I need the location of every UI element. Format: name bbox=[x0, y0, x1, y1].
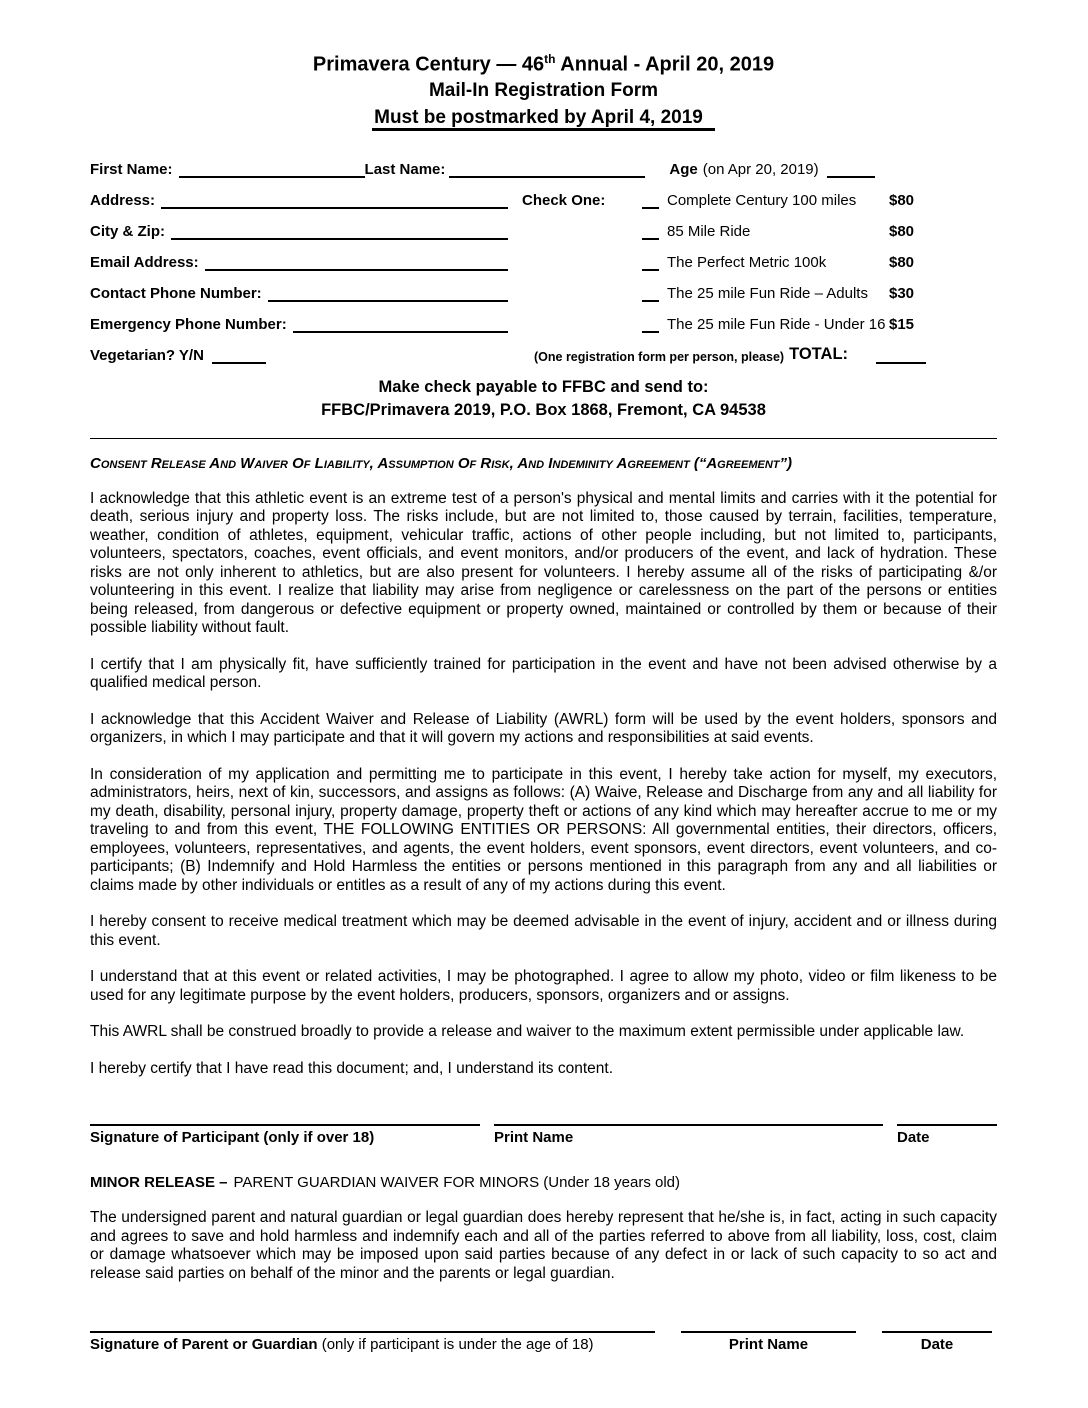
option-price: $80 bbox=[889, 222, 915, 240]
guardian-signature-label bbox=[90, 1333, 655, 1353]
form-header bbox=[90, 46, 997, 131]
option-label: Complete Century 100 miles bbox=[667, 191, 857, 209]
first-name-field[interactable] bbox=[179, 159, 365, 178]
option-label: The 25 mile Fun Ride - Under 16 bbox=[667, 315, 886, 333]
waiver-paragraph: In consideration of my application and permitting me to participate in this event, I hereby take action for myself, my executors, administrators, heirs, next of kin, successors, and assigns as follows: (A) Waive, Release and Discharge from any and all liability for my death, disability, personal injury, property damage, property theft or actions of any kind which may hereafter accrue to me or my traveling to and from this event, THE FOLLOWING ENTITIES OR PERSONS: All governmental entities, their directors, officers, employees, volunteers, representatives, and agents, the event holders, event sponsors, event directors, event volunteers, and co-participants; (B) Indemnify and Hold Harmless the entities or persons mentioned in this paragraph from any and all liabilities or claims made by other individuals or entitles as a result of any of my actions during this event. bbox=[90, 765, 997, 894]
email-field[interactable] bbox=[205, 252, 508, 271]
emergency-phone-option-row bbox=[90, 314, 926, 333]
option-price: $80 bbox=[889, 253, 915, 271]
guardian-date-label: Date bbox=[920, 1336, 954, 1354]
email-option-row bbox=[90, 252, 926, 271]
minor-release-heading bbox=[90, 1174, 997, 1191]
waiver-paragraph: I understand that at this event or related activities, I may be photographed. I agree to allow my photo, video or film likeness to be used for any legitimate purpose by the event holders, producers, sponsors, organizers and or assigns. bbox=[90, 968, 997, 1004]
option-price: $30 bbox=[889, 284, 915, 302]
age-field[interactable] bbox=[827, 159, 875, 178]
section-divider bbox=[90, 438, 997, 439]
page-title-text: Primavera Century — 46 bbox=[312, 53, 545, 76]
option-label: 85 Mile Ride bbox=[667, 222, 751, 240]
total-field[interactable] bbox=[876, 345, 926, 364]
city-zip-label: City & Zip: bbox=[90, 222, 165, 240]
last-name-field[interactable] bbox=[449, 159, 645, 178]
participant-signature-note: (only if over 18) bbox=[263, 1129, 375, 1147]
email-label: Email Address: bbox=[90, 253, 199, 271]
ride-option bbox=[642, 252, 926, 271]
city-option-row bbox=[90, 221, 926, 240]
option-checkbox[interactable] bbox=[642, 190, 659, 209]
waiver-paragraph: I hereby certify that I have read this document; and, I understand its content. bbox=[90, 1059, 613, 1077]
contact-phone-label: Contact Phone Number: bbox=[90, 284, 262, 302]
payment-instructions bbox=[90, 376, 997, 422]
emergency-phone-label: Emergency Phone Number: bbox=[90, 315, 287, 333]
per-person-note: (One registration form per person, please) bbox=[534, 349, 785, 364]
contact-phone-option-row bbox=[90, 283, 926, 302]
option-price: $80 bbox=[889, 191, 915, 209]
address-label: Address: bbox=[90, 191, 156, 209]
address-option-row bbox=[90, 190, 926, 209]
guardian-signature-label-text: Signature of Parent or Guardian bbox=[90, 1336, 318, 1354]
waiver-paragraph: I acknowledge that this Accident Waiver and Release of Liability (AWRL) form will be used by the event holders, sponsors and organizers, in which I may participate and that it will govern my actions and responsibilities at said events. bbox=[90, 710, 997, 747]
waiver-paragraph: I certify that I am physically fit, have sufficiently trained for participation in the event and have not been advised otherwise by a qualified medical person. bbox=[90, 655, 997, 692]
registration-fields bbox=[90, 159, 997, 364]
participant-date-label: Date bbox=[897, 1129, 930, 1147]
emergency-phone-field[interactable] bbox=[293, 314, 508, 333]
guardian-signature-note: (only if participant is under the age of 18) bbox=[321, 1336, 594, 1354]
guardian-print-name-label: Print Name bbox=[728, 1336, 809, 1354]
waiver-paragraph: I hereby consent to receive medical treatment which may be deemed advisable in the event of injury, accident and or illness during this event. bbox=[90, 913, 997, 949]
ride-option bbox=[642, 314, 926, 333]
page-title bbox=[90, 46, 997, 78]
first-name-label: First Name: bbox=[90, 160, 173, 178]
ride-option bbox=[642, 283, 926, 302]
participant-print-name-label: Print Name bbox=[494, 1129, 574, 1147]
last-name-label: Last Name: bbox=[364, 160, 446, 178]
ride-option bbox=[642, 190, 926, 209]
waiver-title: Consent Release And Waiver Of Liability, Assumption Of Risk, And Indeminity Agreement (“Agreement”) bbox=[90, 454, 793, 472]
age-note: (on Apr 20, 2019) bbox=[702, 160, 819, 178]
name-age-row bbox=[90, 159, 926, 178]
contact-phone-field[interactable] bbox=[268, 283, 508, 302]
minor-release-heading-bold: MINOR RELEASE – bbox=[90, 1174, 228, 1192]
vegetarian-label: Vegetarian? Y/N bbox=[90, 346, 204, 364]
total-label: TOTAL: bbox=[789, 344, 849, 363]
participant-signature-label-text: Signature of Participant bbox=[90, 1129, 260, 1147]
option-checkbox[interactable] bbox=[642, 314, 659, 333]
minor-release-heading-rest: PARENT GUARDIAN WAIVER FOR MINORS (Under 18 years old) bbox=[233, 1174, 681, 1192]
city-zip-field[interactable] bbox=[171, 221, 508, 240]
option-label: The 25 mile Fun Ride – Adults bbox=[667, 284, 868, 302]
participant-signature-block bbox=[90, 1124, 997, 1146]
vegetarian-field[interactable] bbox=[212, 345, 266, 364]
option-price: $15 bbox=[889, 315, 915, 333]
page-title-suffix: Annual - April 20, 2019 bbox=[555, 53, 775, 76]
minor-release-paragraph: The undersigned parent and natural guardian or legal guardian does hereby represent that he/she is, in fact, acting in such capacity and agrees to save and hold harmless and indemnify each and all of the parties referred to above from all liability, loss, cost, claim or damage whatsoever which may be imposed upon said parties because of any defect in or lack of such capacity to so act and release said parties on behalf of the minor and the parents or legal guardian. bbox=[90, 1209, 997, 1282]
payment-line-1: Make check payable to FFBC and send to: bbox=[378, 377, 709, 396]
payment-line-2: FFBC/Primavera 2019, P.O. Box 1868, Fremont, CA 94538 bbox=[321, 400, 766, 419]
deadline-text: Must be postmarked by April 4, 2019 bbox=[372, 107, 715, 131]
participant-signature-label bbox=[90, 1126, 480, 1146]
page-subtitle: Mail-In Registration Form bbox=[428, 79, 659, 101]
check-one-label: Check One: bbox=[522, 191, 606, 209]
option-label: The Perfect Metric 100k bbox=[667, 253, 827, 271]
vegetarian-total-row bbox=[90, 345, 926, 364]
option-checkbox[interactable] bbox=[642, 221, 659, 240]
option-checkbox[interactable] bbox=[642, 252, 659, 271]
guardian-signature-block bbox=[90, 1331, 997, 1353]
address-field[interactable] bbox=[161, 190, 508, 209]
age-label: Age bbox=[669, 160, 698, 178]
waiver-paragraph: I acknowledge that this athletic event is an extreme test of a person's physical and mental limits and carries with it the potential for death, serious injury and property loss. The risks include, but are not limited to, those caused by terrain, facilities, temperature, weather, condition of athletes, equipment, vehicular traffic, actions of other people including, but not limited to, participants, volunteers, spectators, coaches, event officials, and event monitors, and/or producers of the event, and lack of hydration. These risks are not only inherent to athletics, but are also present for volunteers. I hereby assume all of the risks of participating &/or volunteering in this event. I realize that liability may arise from negligence or carelessness on the part of the persons or entities being released, from dangerous or defective equipment or property owned, maintained or controlled by them or because of their possible liability without fault. bbox=[90, 489, 997, 637]
deadline-line bbox=[90, 104, 997, 131]
option-checkbox[interactable] bbox=[642, 283, 659, 302]
ride-option bbox=[642, 221, 926, 240]
waiver-paragraph: This AWRL shall be construed broadly to provide a release and waiver to the maximum extent permissible under applicable law. bbox=[90, 1023, 965, 1041]
page-title-superscript: th bbox=[544, 52, 556, 66]
